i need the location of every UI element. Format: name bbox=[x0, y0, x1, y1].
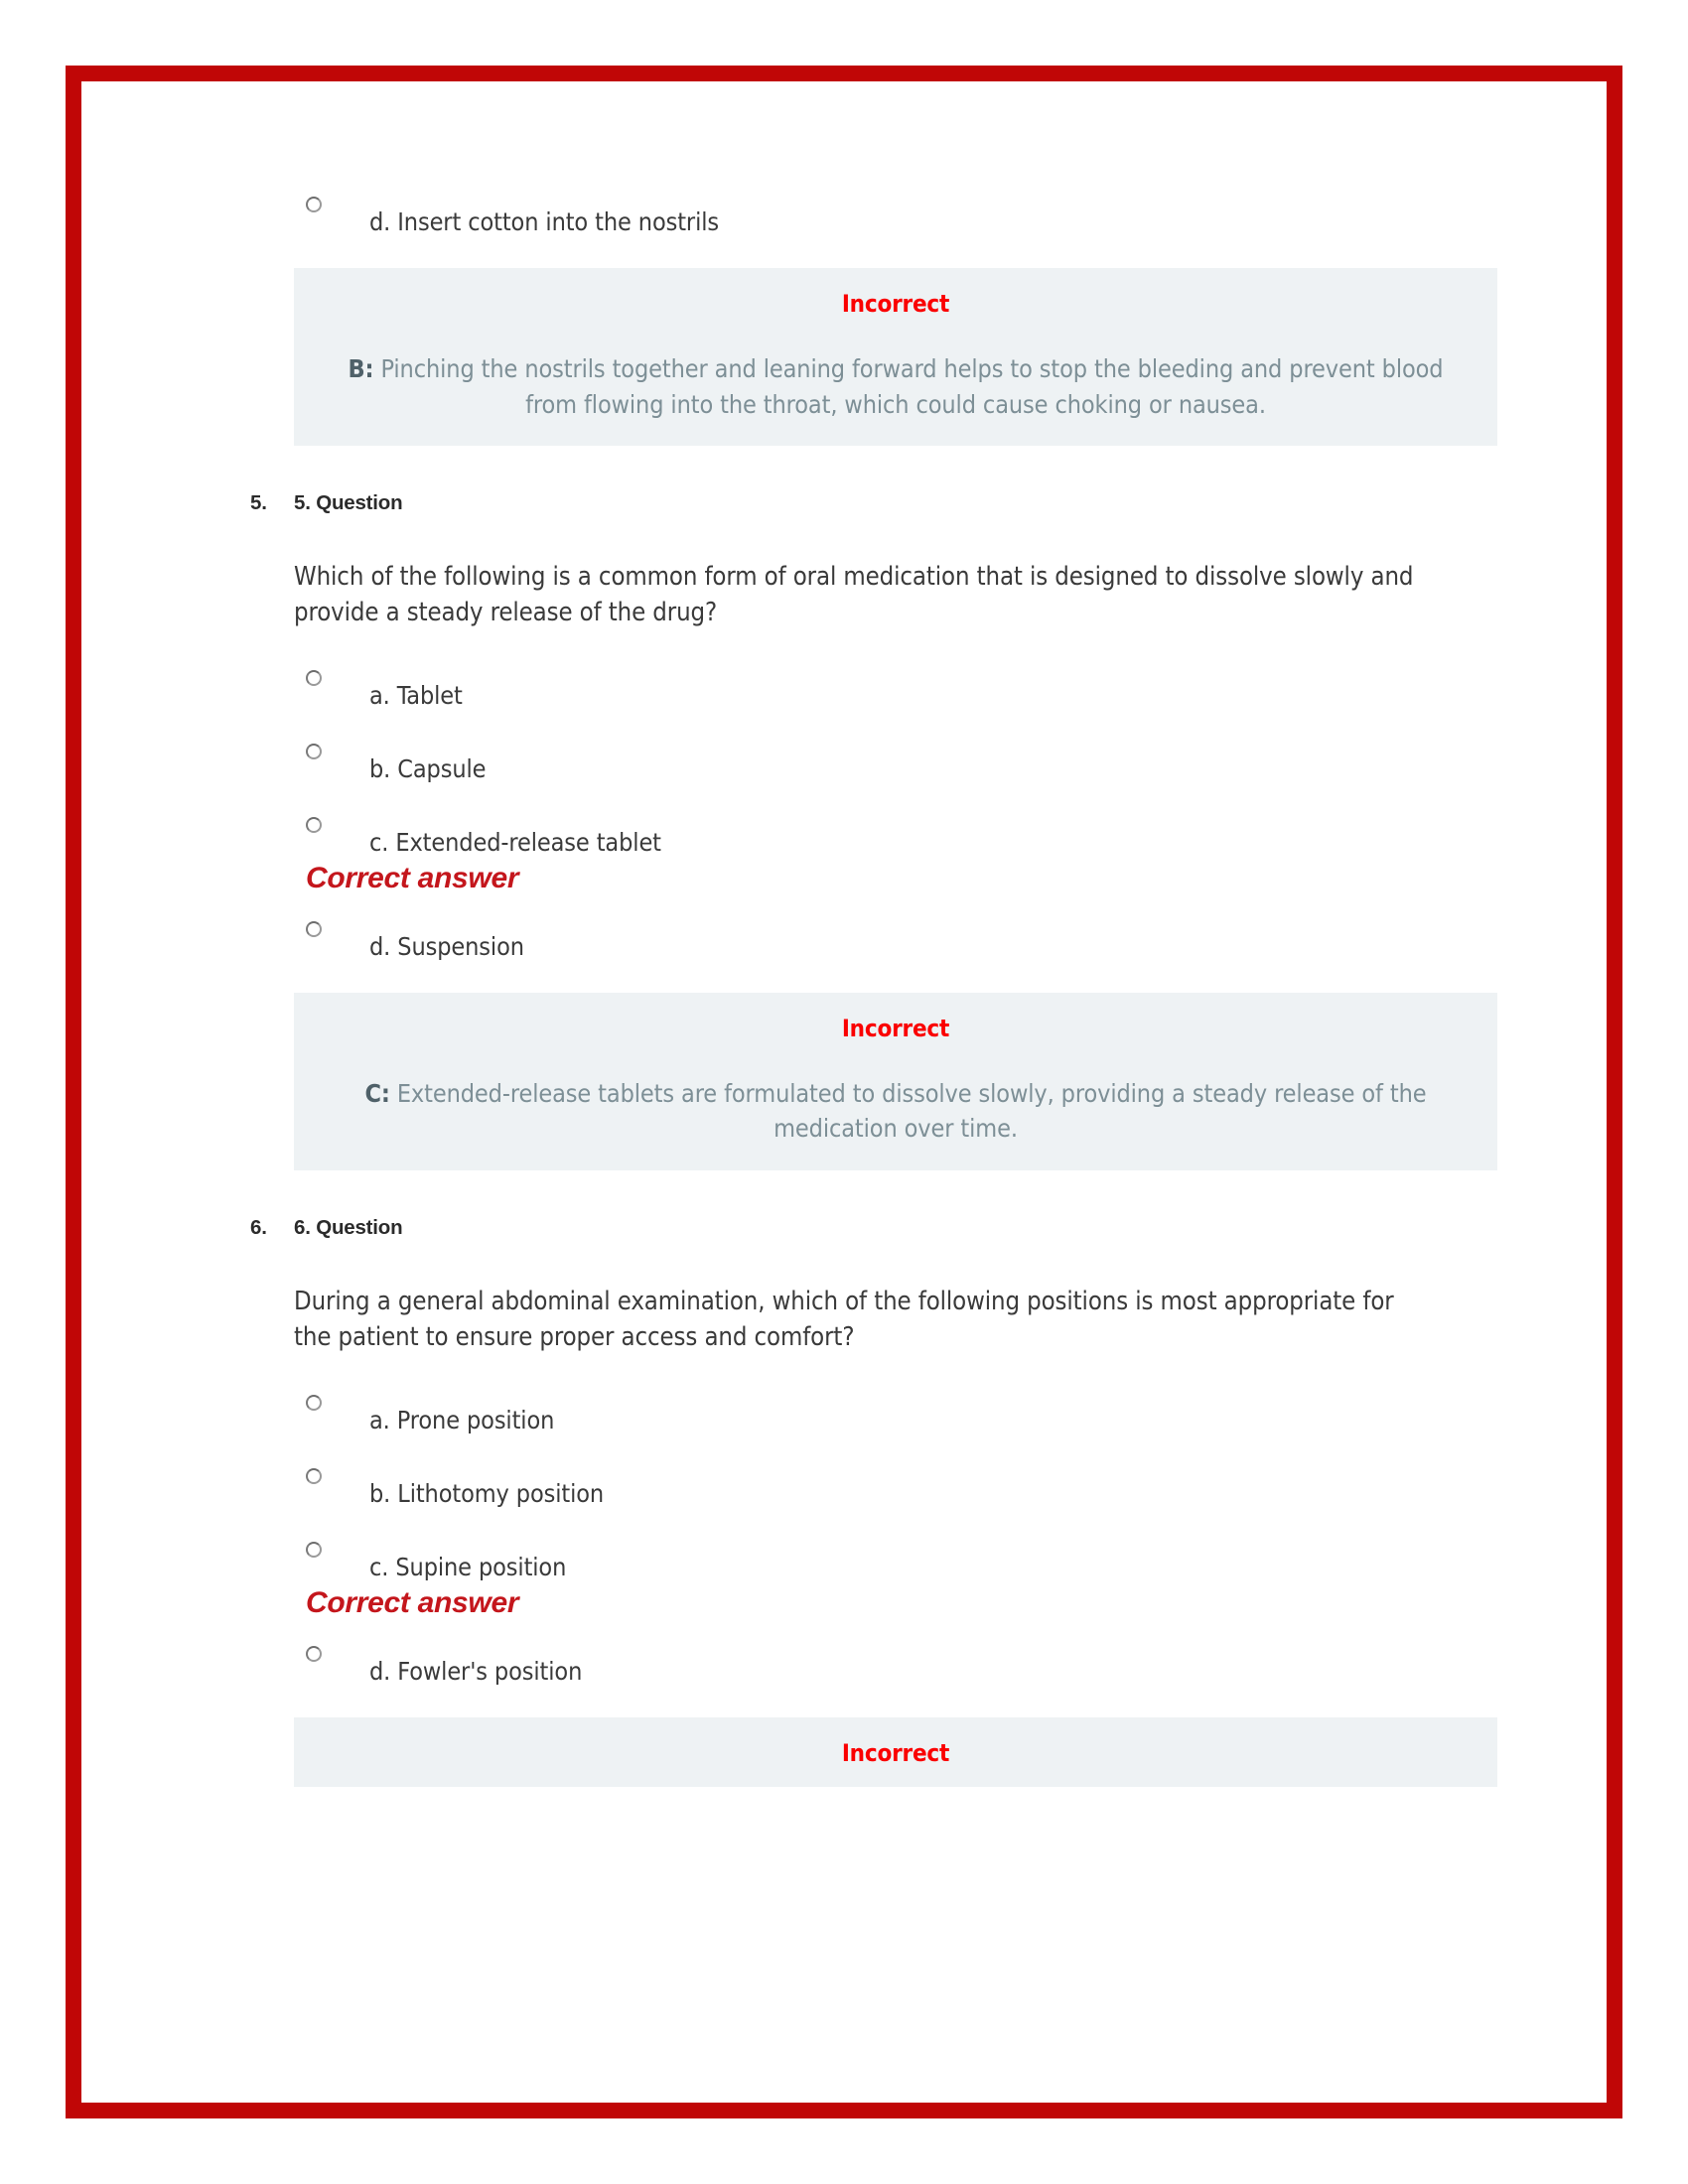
feedback-status-incorrect: Incorrect bbox=[841, 1014, 950, 1042]
question-header-6 bbox=[250, 1216, 1511, 1240]
radio-button-icon[interactable] bbox=[306, 1646, 322, 1662]
option-label: b. Capsule bbox=[369, 754, 487, 784]
question-marker: 6. bbox=[250, 1215, 267, 1239]
question-label: 6. Question bbox=[294, 1215, 403, 1239]
feedback-explanation-text: Extended-release tablets are formulated to dissolve slowly, providing a steady release of the medication over time. bbox=[389, 1078, 1427, 1144]
radio-button-icon[interactable] bbox=[306, 1395, 322, 1411]
option-label: c. Extended-release tablet bbox=[369, 828, 661, 858]
block-spacer bbox=[250, 1170, 1511, 1216]
option-row[interactable] bbox=[294, 738, 1511, 791]
radio-button-icon[interactable] bbox=[306, 197, 322, 212]
option-row[interactable] bbox=[294, 1640, 1511, 1694]
options-list-5 bbox=[250, 664, 1511, 969]
question-text: During a general abdominal examination, which of the following positions is most appropriate for the patient to ensure proper access and comfort? bbox=[294, 1286, 1394, 1353]
red-page-border bbox=[66, 66, 1622, 2118]
question-text: Which of the following is a common form of oral medication that is designed to dissolve slowly and provide a steady release of the drug? bbox=[294, 562, 1414, 628]
question-block-6 bbox=[250, 1216, 1511, 1787]
feedback-answer-key: B: bbox=[348, 354, 374, 383]
option-row[interactable] bbox=[294, 664, 1511, 718]
page-sheet bbox=[81, 81, 1607, 2103]
radio-button-icon[interactable] bbox=[306, 921, 322, 937]
option-label: a. Tablet bbox=[369, 681, 463, 711]
feedback-answer-key: C: bbox=[364, 1078, 390, 1108]
feedback-box bbox=[294, 1717, 1497, 1787]
radio-button-icon[interactable] bbox=[306, 744, 322, 759]
option-label: d. Suspension bbox=[369, 931, 524, 961]
options-list-carryover bbox=[250, 191, 1511, 244]
correct-answer-badge: Correct answer bbox=[306, 861, 519, 894]
radio-button-icon[interactable] bbox=[306, 1542, 322, 1558]
option-row-correct[interactable] bbox=[294, 1536, 1511, 1620]
question-label: 5. Question bbox=[294, 491, 403, 514]
option-row[interactable] bbox=[294, 915, 1511, 969]
correct-answer-badge: Correct answer bbox=[306, 1585, 519, 1619]
block-spacer bbox=[250, 446, 1511, 491]
feedback-status-incorrect: Incorrect bbox=[841, 1738, 950, 1767]
option-label: d. Fowler's position bbox=[369, 1656, 583, 1686]
feedback-explanation-text: Pinching the nostrils together and leaning forward helps to stop the bleeding and prevent blood from flowing into the throat, which could cause choking or nausea. bbox=[373, 354, 1444, 419]
feedback-status-incorrect: Incorrect bbox=[841, 290, 950, 318]
quiz-content-column bbox=[250, 191, 1511, 1787]
option-row[interactable] bbox=[294, 1462, 1511, 1516]
option-label: c. Supine position bbox=[369, 1553, 567, 1582]
feedback-box bbox=[294, 993, 1497, 1170]
question-marker: 5. bbox=[250, 491, 267, 514]
radio-button-icon[interactable] bbox=[306, 817, 322, 833]
option-label: d. Insert cotton into the nostrils bbox=[369, 207, 719, 236]
question-block-5 bbox=[250, 491, 1511, 1170]
question-header-5 bbox=[250, 491, 1511, 515]
feedback-explanation bbox=[324, 1076, 1468, 1147]
question-block-carryover bbox=[250, 191, 1511, 446]
radio-button-icon[interactable] bbox=[306, 670, 322, 686]
option-row[interactable] bbox=[294, 1389, 1511, 1442]
option-label: a. Prone position bbox=[369, 1406, 555, 1435]
feedback-box bbox=[294, 268, 1497, 446]
option-label: b. Lithotomy position bbox=[369, 1479, 605, 1509]
radio-button-icon[interactable] bbox=[306, 1468, 322, 1484]
option-row[interactable] bbox=[294, 191, 1511, 244]
options-list-6 bbox=[250, 1389, 1511, 1694]
feedback-explanation bbox=[324, 351, 1468, 422]
option-row-correct[interactable] bbox=[294, 811, 1511, 895]
